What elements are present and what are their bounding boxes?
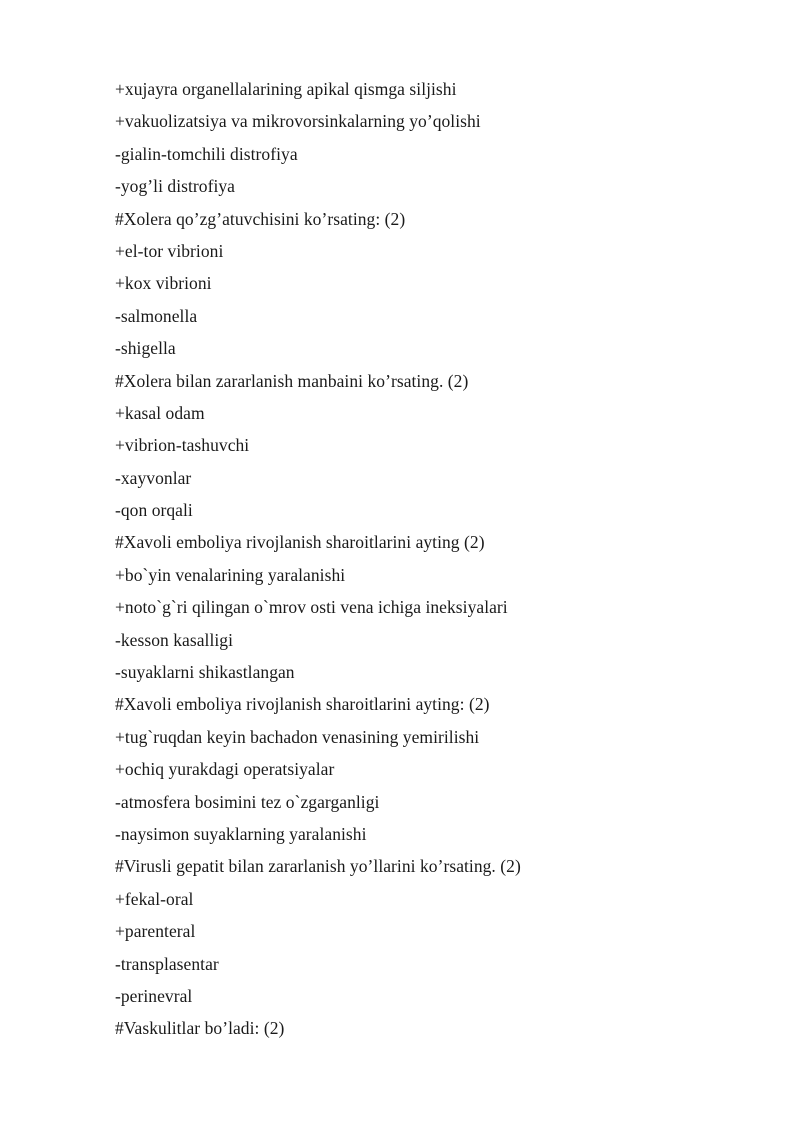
text-line: +bo`yin venalarining yaralanishi [115,564,346,585]
text-line: +kox vibrioni [115,273,212,294]
text-line: +el-tor vibrioni [115,240,224,261]
text-line: -suyaklarni shikastlangan [115,662,295,683]
text-line: +vakuolizatsiya va mikrovorsinkalarning yo’qolishi [115,111,481,132]
question-heading: #Vaskulitlar bo’ladi: (2) [115,1018,285,1039]
text-line: -gialin-tomchili distrofiya [115,143,298,164]
text-line: +noto`g`ri qilingan o`mrov osti vena ichiga ineksiyalari [115,597,508,618]
text-line: +xujayra organellalarining apikal qismga siljishi [115,79,457,99]
text-line: -transplasentar [115,953,219,974]
text-lines [115,76,521,1048]
text-line: -qon orqali [115,500,193,521]
text-line: +kasal odam [115,402,205,423]
text-line: +vibrion-tashuvchi [115,435,250,456]
question-heading: #Xavoli emboliya rivojlanish sharoitlarini ayting (2) [115,532,485,553]
text-line: +ochiq yurakdagi operatsiyalar [115,759,335,780]
text-line: -kesson kasalligi [115,629,233,650]
question-heading: #Xavoli emboliya rivojlanish sharoitlarini ayting: (2) [115,694,490,715]
text-line: +tug`ruqdan keyin bachadon venasining yemirilishi [115,726,480,747]
question-heading: #Xolera qo’zg’atuvchisini ko’rsating: (2) [115,208,406,229]
text-line: -yog’li distrofiya [115,176,235,197]
text-line: -atmosfera bosimini tez o`zgarganligi [115,791,380,812]
text-line: +fekal-oral [115,888,194,909]
text-line: -naysimon suyaklarning yaralanishi [115,823,367,844]
text-line: -shigella [115,338,176,359]
text-line: +parenteral [115,921,196,942]
text-line: -salmonella [115,305,198,326]
question-heading: #Virusli gepatit bilan zararlanish yo’llarini ko’rsating. (2) [115,856,521,877]
text-line: -perinevral [115,985,193,1006]
question-heading: #Xolera bilan zararlanish manbaini ko’rsating. (2) [115,370,469,391]
text-line: -xayvonlar [115,467,192,488]
